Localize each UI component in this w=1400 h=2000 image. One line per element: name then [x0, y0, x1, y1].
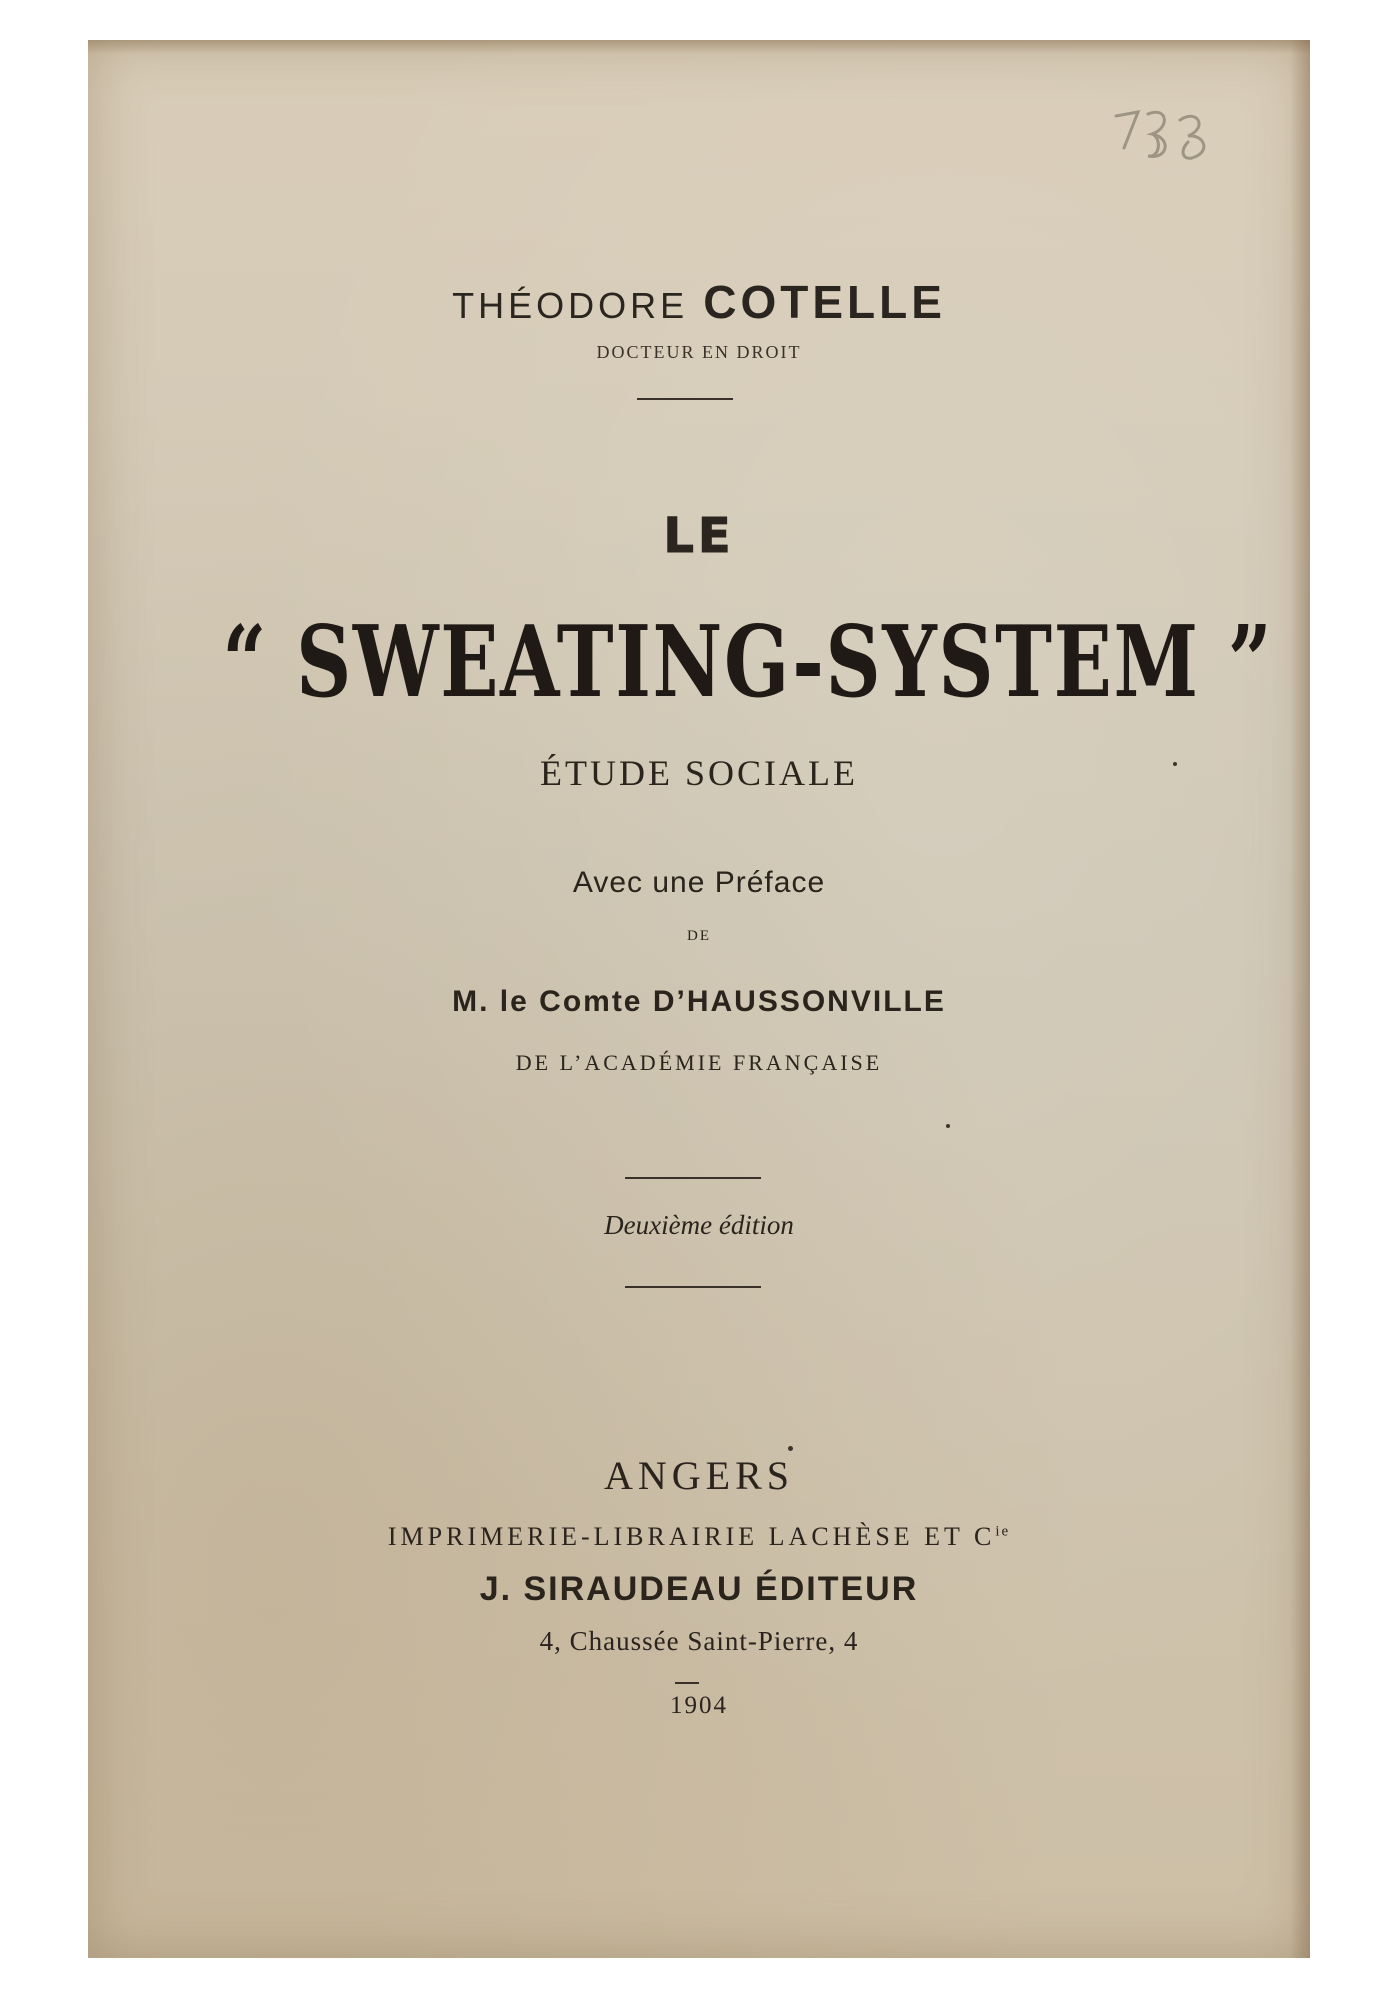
preface-author: M. le Comte D’HAUSSONVILLE [452, 985, 946, 1018]
edition-label: Deuxième édition [604, 1210, 794, 1240]
printer-name: IMPRIMERIE-LIBRAIRIE LACHÈSE ET C [387, 1522, 996, 1551]
paper-speck [788, 1446, 793, 1451]
publication-year: 1904 [670, 1692, 728, 1719]
divider-rule [625, 1177, 761, 1179]
printer-suffix: ie [995, 1523, 1011, 1540]
author-given-name: THÉODORE [452, 285, 689, 326]
preface-affiliation: DE L’ACADÉMIE FRANÇAISE [515, 1050, 883, 1075]
book-title: “ SWEATING-SYSTEM ” [222, 605, 1274, 720]
divider-rule [625, 1286, 761, 1288]
title-article: LE [663, 508, 735, 564]
short-rule [675, 1682, 699, 1684]
publisher-address: 4, Chaussée Saint-Pierre, 4 [539, 1626, 859, 1656]
handwritten-shelfmark [1108, 98, 1228, 178]
book-subtitle: ÉTUDE SOCIALE [540, 753, 858, 793]
paper-speck [1173, 762, 1177, 766]
preface-line: Avec une Préface [572, 866, 826, 899]
author-degree: DOCTEUR EN DROIT [596, 342, 802, 362]
divider-rule [637, 398, 733, 400]
paper-edge-top [88, 40, 1310, 54]
preface-de: DE [687, 928, 711, 944]
publisher-name: J. SIRAUDEAU ÉDITEUR [479, 1570, 919, 1608]
publication-city: ANGERS [603, 1453, 795, 1498]
printer-line [88, 1522, 1310, 1552]
book-cover [88, 40, 1310, 1958]
paper-speck [946, 1124, 950, 1128]
author-name [88, 275, 1310, 329]
author-surname: COTELLE [703, 276, 946, 328]
